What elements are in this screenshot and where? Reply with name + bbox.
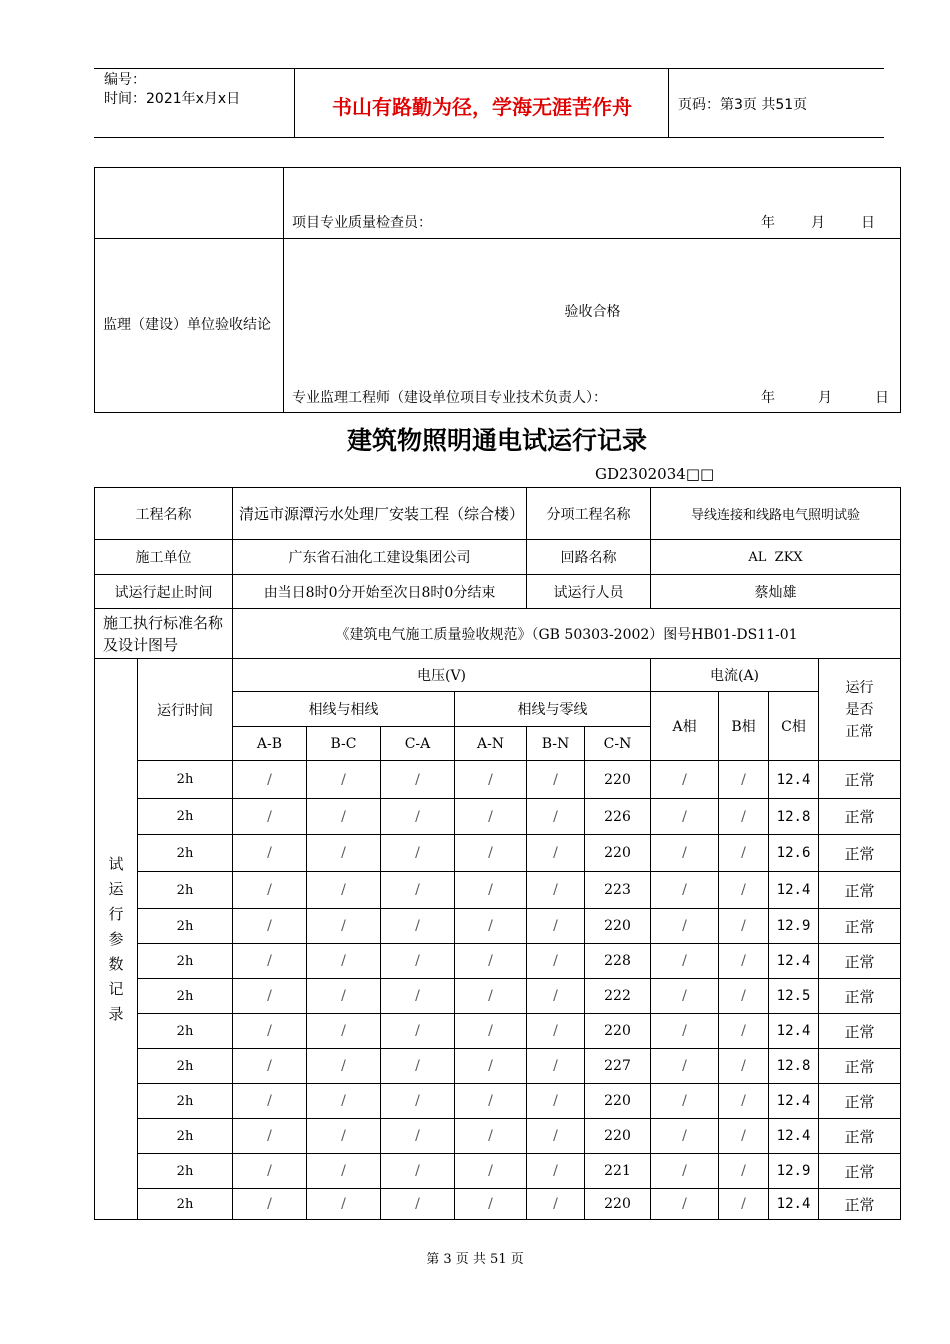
table-row [95,1084,901,1119]
cell-time: 2h [138,1154,233,1189]
cell-ab: / [233,1084,307,1119]
cell-bn: / [527,761,585,799]
table-row [95,1154,901,1189]
cell-status: 正常 [819,835,901,872]
cell-bn: / [527,835,585,872]
cell-ca: / [381,1084,455,1119]
cell-ic: 12.9 [769,1154,819,1189]
cell-bn: / [527,944,585,979]
date-month: 月 [818,390,832,406]
cell-cn: 222 [585,979,651,1014]
param-side-label-char: 数 [108,954,124,973]
cell-ca: / [381,761,455,799]
cell-ab: / [233,1049,307,1084]
cell-bc: / [307,1049,381,1084]
run-period: 由当日8时0分开始至次日8时0分结束 [233,575,527,609]
table-row [95,979,901,1014]
header-motto: 书山有路勤为径，学海无涯苦作舟 [332,95,632,119]
table-row [95,872,901,909]
cell-ca: / [381,1154,455,1189]
param-side-label-char: 记 [108,979,124,998]
cell-ca: / [381,944,455,979]
cell-ab: / [233,799,307,835]
cell-bc: / [307,761,381,799]
cell-cn: 220 [585,1189,651,1220]
cell-time: 2h [138,872,233,909]
cell-time: 2h [138,909,233,944]
cell-ib: / [719,909,769,944]
cell-ic: 12.4 [769,1189,819,1220]
inspector-date [761,212,875,232]
cell-time: 2h [138,835,233,872]
cell-status: 正常 [819,1119,901,1154]
cell-bc: / [307,979,381,1014]
engineer-date [761,387,889,407]
cell-ia: / [651,799,719,835]
standard-label: 施工执行标准名称及设计图号 [95,609,233,659]
cell-ib: / [719,872,769,909]
cell-status: 正常 [819,909,901,944]
standard-value: 《建筑电气施工质量验收规范》（GB 50303-2002）图号HB01-DS11-01 [233,609,901,659]
operator-label: 试运行人员 [527,575,651,609]
header-divider [294,69,295,137]
cell-status: 正常 [819,1084,901,1119]
current-header: 电流(A) [651,659,819,692]
cell-an: / [455,835,527,872]
cell-bn: / [527,1119,585,1154]
cell-ic: 12.4 [769,1084,819,1119]
param-side-label-char: 运 [108,879,124,898]
contractor-label: 施工单位 [95,540,233,575]
signoff-table [94,167,901,413]
cell-time: 2h [138,1049,233,1084]
cell-cn: 220 [585,1119,651,1154]
param-side-label-char: 录 [108,1004,124,1023]
param-side-label-char: 行 [108,904,124,923]
date-year: 年 [761,215,775,231]
sub-project-label: 分项工程名称 [527,488,651,540]
cell-ib: / [719,799,769,835]
cell-ca: / [381,872,455,909]
cell-cn: 227 [585,1049,651,1084]
operator-name: 蔡灿雄 [651,575,901,609]
table-row [95,944,901,979]
contractor: 广东省石油化工建设集团公司 [233,540,527,575]
cell-ia: / [651,1084,719,1119]
cell-bc: / [307,1189,381,1220]
cell-ab: / [233,872,307,909]
cell-an: / [455,979,527,1014]
cell-an: / [455,1049,527,1084]
header-meta [104,71,294,109]
cell-time: 2h [138,761,233,799]
cell-bn: / [527,1084,585,1119]
cell-bn: / [527,872,585,909]
cell-status: 正常 [819,944,901,979]
cell-ia: / [651,1119,719,1154]
supervision-cell [284,239,901,413]
cell-ia: / [651,979,719,1014]
circuit-name: AL ZKX [651,540,901,575]
cell-ic: 12.9 [769,909,819,944]
cell-ia: / [651,1014,719,1049]
cell-ca: / [381,909,455,944]
cell-ca: / [381,1189,455,1220]
info-row [95,540,901,575]
acceptance-result: 验收合格 [564,304,621,320]
document-code: GD2302034□□ [595,465,715,483]
header-divider [668,69,669,137]
table-row [95,909,901,944]
cell-cn: 221 [585,1154,651,1189]
cell-an: / [455,909,527,944]
cell-cn: 223 [585,872,651,909]
voltage-col-header: B-C [307,727,381,761]
cell-cn: 220 [585,761,651,799]
cell-bn: / [527,1189,585,1220]
cell-cn: 226 [585,799,651,835]
cell-ic: 12.8 [769,799,819,835]
cell-ia: / [651,909,719,944]
cell-status: 正常 [819,1154,901,1189]
cell-time: 2h [138,1084,233,1119]
cell-bn: / [527,909,585,944]
param-side-label-char: 参 [108,929,124,948]
phase-a-current-header: A相 [651,692,719,761]
cell-cn: 220 [585,1084,651,1119]
cell-ib: / [719,979,769,1014]
inspector-cell [284,168,901,239]
cell-bc: / [307,944,381,979]
cell-ic: 12.6 [769,835,819,872]
cell-ab: / [233,1119,307,1154]
cell-ib: / [719,1154,769,1189]
cell-ib: / [719,1084,769,1119]
supervision-label: 监理（建设）单位验收结论 [95,239,284,413]
phase-b-current-header: B相 [719,692,769,761]
cell-ca: / [381,799,455,835]
param-header-row [95,659,901,692]
table-row [95,799,901,835]
table-row [95,1189,901,1220]
table-row [95,1119,901,1154]
date-day: 日 [861,215,875,231]
project-name-label: 工程名称 [95,488,233,540]
cell-an: / [455,1084,527,1119]
cell-ic: 12.4 [769,1119,819,1154]
info-row [95,575,901,609]
cell-bn: / [527,799,585,835]
cell-ca: / [381,1049,455,1084]
cell-an: / [455,944,527,979]
cell-an: / [455,761,527,799]
cell-ic: 12.4 [769,872,819,909]
period-label: 试运行起止时间 [95,575,233,609]
date-year: 年 [761,390,775,406]
cell-status: 正常 [819,979,901,1014]
cell-time: 2h [138,799,233,835]
cell-ab: / [233,944,307,979]
cell-ca: / [381,1014,455,1049]
cell-cn: 220 [585,909,651,944]
cell-ic: 12.4 [769,761,819,799]
page-header [94,68,884,138]
cell-status: 正常 [819,1014,901,1049]
info-row [95,488,901,540]
engineer-label: 专业监理工程师（建设单位项目专业技术负责人）： [292,390,607,406]
test-run-record-table [94,487,901,1220]
cell-ab: / [233,761,307,799]
cell-an: / [455,872,527,909]
line-neutral-header: 相线与零线 [455,692,651,727]
cell-status: 正常 [819,1049,901,1084]
cell-time: 2h [138,1014,233,1049]
cell-bn: / [527,1014,585,1049]
cell-an: / [455,1154,527,1189]
cell-bc: / [307,1119,381,1154]
table-row [95,1014,901,1049]
document-title: 建筑物照明通电试运行记录 [346,426,647,455]
cell-bn: / [527,1049,585,1084]
table-row [95,761,901,799]
cell-an: / [455,1014,527,1049]
cell-bc: / [307,909,381,944]
cell-ib: / [719,1049,769,1084]
cell-an: / [455,799,527,835]
cell-ib: / [719,761,769,799]
cell-cn: 228 [585,944,651,979]
sub-project: 导线连接和线路电气照明试验 [651,488,901,540]
param-side-label-cell [95,659,138,1220]
cell-ic: 12.4 [769,944,819,979]
inspector-label: 项目专业质量检查员： [292,215,432,231]
cell-ia: / [651,872,719,909]
param-side-label-char: 试 [108,854,124,873]
param-side-label [95,852,137,1027]
cell-ia: / [651,1154,719,1189]
header-page-info: 页码：第3页 共51页 [678,97,808,113]
cell-bc: / [307,1014,381,1049]
cell-ic: 12.4 [769,1014,819,1049]
cell-time: 2h [138,944,233,979]
cell-bc: / [307,872,381,909]
cell-status: 正常 [819,1189,901,1220]
document-time: 时间：2021年x月x日 [104,91,241,107]
signoff-empty-cell [95,168,284,239]
cell-time: 2h [138,1189,233,1220]
cell-ab: / [233,1014,307,1049]
voltage-header: 电压(V) [233,659,651,692]
cell-ib: / [719,944,769,979]
date-month: 月 [811,215,825,231]
cell-bc: / [307,1084,381,1119]
cell-bc: / [307,1154,381,1189]
cell-bc: / [307,799,381,835]
page-footer: 第 3 页 共 51 页 [426,1252,524,1267]
cell-ib: / [719,835,769,872]
table-row [95,1049,901,1084]
cell-ib: / [719,1119,769,1154]
cell-ab: / [233,909,307,944]
runtime-header: 运行时间 [138,659,233,761]
cell-status: 正常 [819,872,901,909]
cell-time: 2h [138,979,233,1014]
cell-ab: / [233,1154,307,1189]
cell-an: / [455,1119,527,1154]
document-number-label: 编号： [104,72,146,88]
cell-ia: / [651,761,719,799]
cell-ab: / [233,835,307,872]
cell-ca: / [381,835,455,872]
cell-ia: / [651,1049,719,1084]
voltage-col-header: C-A [381,727,455,761]
cell-cn: 220 [585,835,651,872]
cell-ab: / [233,979,307,1014]
cell-bc: / [307,835,381,872]
cell-ia: / [651,1189,719,1220]
cell-cn: 220 [585,1014,651,1049]
cell-ic: 12.8 [769,1049,819,1084]
date-day: 日 [875,390,889,406]
cell-status: 正常 [819,799,901,835]
table-row [95,835,901,872]
cell-bn: / [527,979,585,1014]
cell-an: / [455,1189,527,1220]
voltage-col-header: C-N [585,727,651,761]
circuit-label: 回路名称 [527,540,651,575]
voltage-col-header: A-B [233,727,307,761]
info-row [95,609,901,659]
project-name: 清远市源潭污水处理厂安装工程（综合楼） [233,488,527,540]
cell-ib: / [719,1189,769,1220]
cell-ic: 12.5 [769,979,819,1014]
cell-ia: / [651,835,719,872]
cell-ib: / [719,1014,769,1049]
cell-bn: / [527,1154,585,1189]
cell-ia: / [651,944,719,979]
phase-c-current-header: C相 [769,692,819,761]
cell-ca: / [381,1119,455,1154]
cell-time: 2h [138,1119,233,1154]
cell-ca: / [381,979,455,1014]
cell-ab: / [233,1189,307,1220]
line-line-header: 相线与相线 [233,692,455,727]
cell-status: 正常 [819,761,901,799]
voltage-col-header: B-N [527,727,585,761]
status-header: 运行是否正常 [819,659,901,761]
voltage-col-header: A-N [455,727,527,761]
